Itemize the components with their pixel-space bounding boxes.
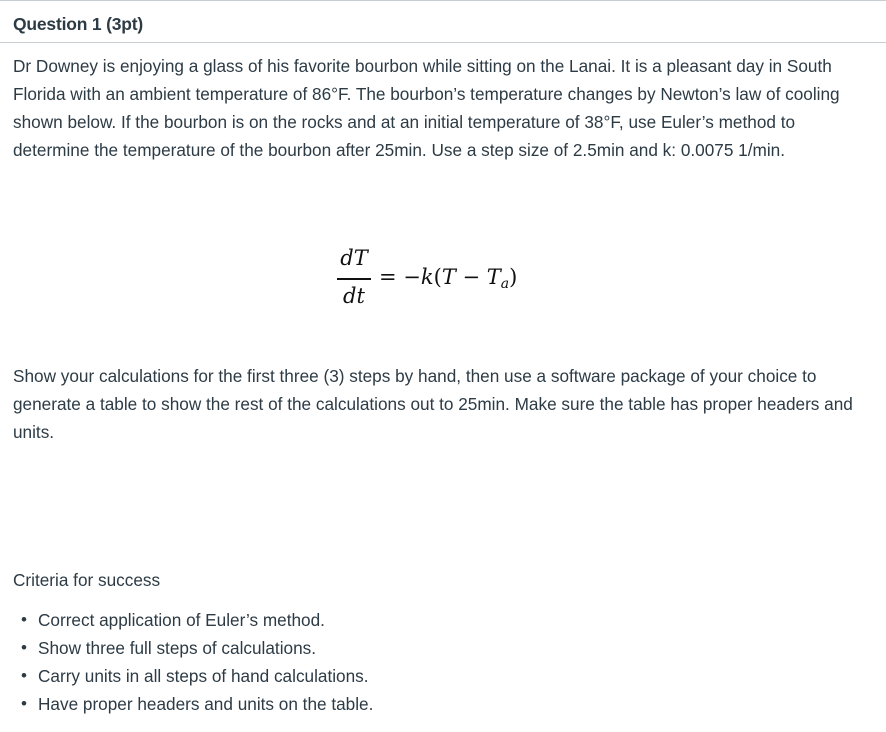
bullet-icon: • <box>21 666 27 685</box>
equation-T: T <box>441 265 456 289</box>
list-item <box>0 606 373 634</box>
bullet-icon: • <box>21 610 27 629</box>
title-divider <box>0 42 886 43</box>
equation-k: k <box>420 265 434 289</box>
criteria-item-text: Have proper headers and units on the table. <box>38 694 374 714</box>
equation-close-paren: ) <box>509 265 518 289</box>
fraction-bar <box>337 278 371 280</box>
criteria-list <box>0 606 373 718</box>
equation-minus: − <box>455 265 487 289</box>
question-title: Question 1 (3pt) <box>13 14 143 34</box>
problem-statement: Dr Downey is enjoying a glass of his favorite bourbon while sitting on the Lanai. It is a pleasant day in South Florida with an ambient temperature of 86°F. The bourbon’s temperature changes by Newton’s law of cooling shown below. If the bourbon is on the rocks and at an initial temperature of 38°F, use Euler’s method to determine the temperature of the bourbon after 25min. Use a step size of 2.5min and k: 0.0075 1/min. <box>13 56 840 160</box>
top-divider <box>0 0 886 1</box>
bullet-icon: • <box>21 638 27 657</box>
list-item <box>0 690 373 718</box>
equation-open-paren: ( <box>433 265 442 289</box>
criteria-heading: Criteria for success <box>13 570 161 590</box>
instructions: Show your calculations for the first three (3) steps by hand, then use a software package of your choice to generate a table to show the rest of the calculations out to 25min. Make sure the table has proper headers and units. <box>13 366 853 442</box>
list-item <box>0 662 373 690</box>
equation-Ta: T <box>486 265 501 289</box>
equation-denominator: dt <box>343 284 365 308</box>
newton-cooling-equation <box>337 246 547 316</box>
list-item <box>0 634 373 662</box>
equation-numerator: dT <box>340 246 368 270</box>
bullet-icon: • <box>21 694 27 713</box>
criteria-item-text: Carry units in all steps of hand calculations. <box>38 666 369 686</box>
equation-rhs <box>379 265 517 292</box>
criteria-item-text: Correct application of Euler’s method. <box>38 610 325 630</box>
equation-equals-minus: = − <box>379 265 421 289</box>
criteria-item-text: Show three full steps of calculations. <box>38 638 317 658</box>
equation-subscript-a: a <box>500 276 510 292</box>
